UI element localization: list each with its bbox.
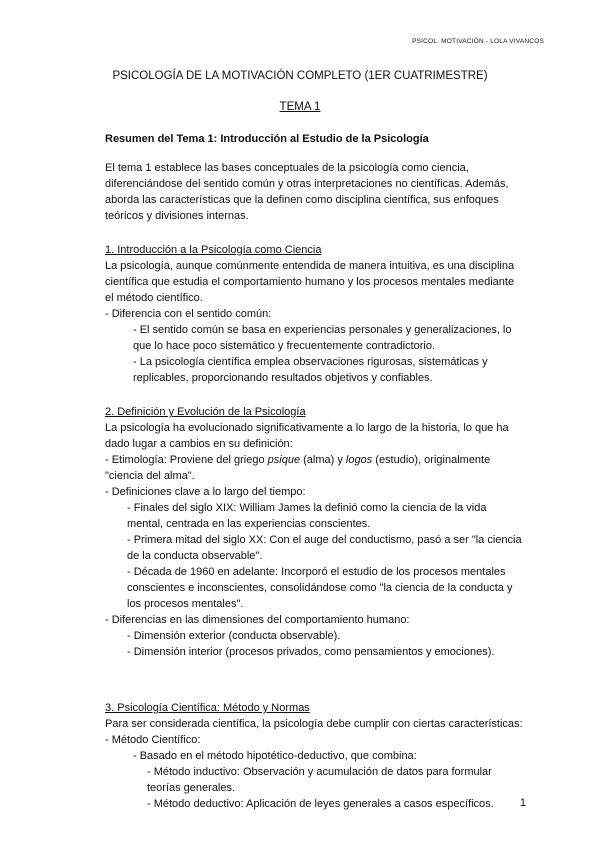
section-2-subbullet: - Dimensión interior (procesos privados, como pensamientos y emociones). [127,646,495,658]
section-3-subbullet: - Basado en el método hipotético-deductivo, que combina: [133,750,417,762]
section-2-bullet: - Definiciones clave a lo largo del tiempo: [105,486,306,498]
etymology-psique: psique [267,454,301,466]
section-1-paragraph: La psicología, aunque comúnmente entendida de manera intuitiva, es una disciplina científica que estudia el comportamiento humano y los procesos mentales mediante el método científico. [105,260,515,304]
section-3-title: 3. Psicología Científica: Método y Normas [105,702,310,714]
document-title: PSICOLOGÍA DE LA MOTIVACIÓN COMPLETO (1ER CUATRIMESTRE) [112,70,488,82]
section-1-title: 1. Introducción a la Psicología como Ciencia [105,244,322,256]
section-2-subbullet: - Dimensión exterior (conducta observable). [127,630,341,642]
section-3-paragraph: Para ser considerada científica, la psicología debe cumplir con ciertas características: [105,718,523,730]
summary-title: Resumen del Tema 1: Introducción al Estudio de la Psicología [105,133,429,145]
page-number: 1 [519,797,526,809]
section-2-subbullet: - Finales del siglo XIX: William James la definió como la ciencia de la vida mental, centrada en las experiencias conscientes. [127,502,487,530]
running-header: PSICOL. MOTIVACIÓN - LOLA VIVANCOS [412,38,544,45]
section-3-subsubbullet: - Método inductivo: Observación y acumulación de datos para formular teorías generales. [147,766,492,794]
document-body [105,131,525,812]
etymology-bullet [105,452,525,484]
etymology-logos: logos [345,454,373,466]
section-2-title: 2. Definición y Evolución de la Psicología [105,406,306,418]
section-2-paragraph: La psicología ha evolucionado significativamente a lo largo de la historia, lo que ha dado lugar a cambios en su definición: [105,422,509,450]
section-3-bullet: - Método Científico: [105,734,201,746]
section-1-bullet: - Diferencia con el sentido común: [105,308,272,320]
etymology-text: (alma) y [300,454,346,466]
section-1-subbullet: - La psicología científica emplea observaciones rigurosas, sistemáticas y replicables, proporcionando resultados objetivos y confiables. [133,356,488,384]
section-3-subsubbullet: - Método deductivo: Aplicación de leyes generales a casos específicos. [147,798,494,810]
section-2-subbullet: - Primera mitad del siglo XX: Con el auge del conductismo, pasó a ser "la ciencia de la conducta observable". [127,534,522,562]
etymology-text: (estudio), originalmente "ciencia del alma". [105,454,491,482]
intro-paragraph: El tema 1 establece las bases conceptuales de la psicología como ciencia, diferenciándose del sentido común y otras interpretaciones no científicas. Además, aborda las características que la definen como disciplina científica, sus enfoques teóricos y divisiones internas. [105,162,509,222]
section-2-bullet: - Diferencias en las dimensiones del comportamiento humano: [105,614,410,626]
tema-heading: TEMA 1 [279,101,321,113]
section-1-subbullet: - El sentido común se basa en experiencias personales y generalizaciones, lo que lo hace poco sistemático y frecuentemente contradictorio. [133,324,512,352]
etymology-text: - Etimología: Proviene del griego [105,454,268,466]
section-2-subbullet: - Década de 1960 en adelante: Incorporó el estudio de los procesos mentales conscientes e inconscientes, consolidándose como "la ciencia de la conducta y los procesos mentales". [127,566,513,610]
